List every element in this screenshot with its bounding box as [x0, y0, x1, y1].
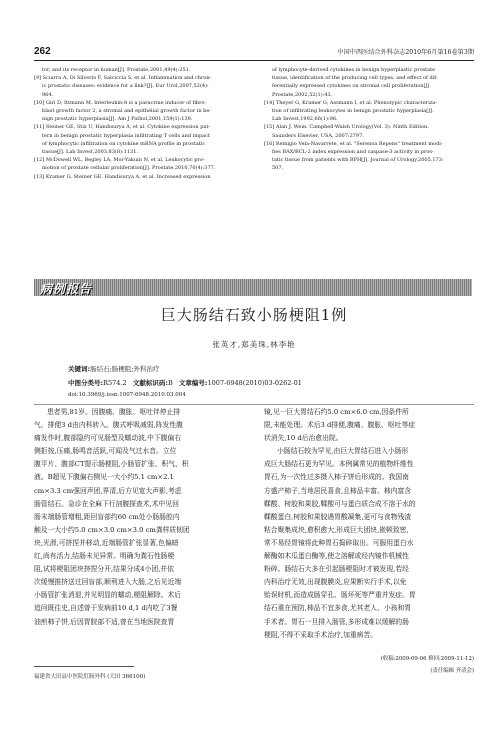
body-right-column — [264, 406, 475, 642]
reference-line: [11] Steiner GE, Stix U, Handisurya A, et al. Cytokine expression pat- — [34, 124, 211, 131]
reference-line: blast growth factor 2, a stromal and epithelial growth factor in be- — [42, 108, 211, 115]
body-line: 侧拒按,压痛,肠鸣音活跃,可闻及气过水音。立位 — [34, 447, 177, 456]
body-line: 内科治疗无效,出现腹膜炎,应果断实行手术,以免 — [264, 578, 407, 587]
reference-line: [15] Alan J. Wein. Campbell-Walsh Urology(Vol. 3). Ninth Edition. — [264, 124, 429, 131]
reference-line: Prostate,2002,52(1):43. — [272, 91, 333, 98]
body-line: 触及一大小约5.0 cm×3.0 cm×3.0 cm粪样质韧团 — [34, 525, 190, 534]
body-line: 油煎柿子饼,后因胃脘部不适,曾在当地医院查胃 — [34, 617, 175, 626]
article-no-value: 1007-6948(2010)03-0262-01 — [207, 379, 302, 387]
reference-line: tissue, identification of the producing cell types, and effect of dif- — [272, 75, 438, 82]
references-right-column — [264, 66, 474, 173]
body-line: 成巨大肠结石更为罕见。本例属常见的植物纤维性 — [264, 460, 414, 469]
body-line: 红,尚有活力,结肠未见异常。明确为粪石性肠梗 — [34, 552, 175, 561]
body-line: 肠管结石。急诊在全麻下行剖腹探查术,术中见回 — [34, 499, 179, 508]
reference-line: 964. — [42, 91, 54, 98]
body-line: 追问既往史,自述曾于发病前10 d,1 d内吃了3餐 — [34, 604, 178, 613]
article-no-label: 文章编号: — [178, 379, 208, 387]
reference-line: 507. — [272, 165, 284, 172]
responsible-editor: (责任编辑 齐清会) — [430, 668, 474, 674]
body-line: 粘合聚集成块,愈积愈大,形成巨大团块,嵌顿致密, — [264, 525, 409, 534]
reference-line: of lymphocytic infiltration on cytokine mRNA profile in prostatic — [42, 140, 206, 147]
reference-line: nign prostatic hyperplasia[J]. Am J Pathol,2001,159(1):139. — [42, 116, 193, 123]
reference-line: tatic tissue from patients with BPH[J]. Journal of Urology,2005,173: — [272, 157, 444, 164]
body-line: 小肠管扩张消退,并见明显的蠕动,梗阻解除。术后 — [34, 591, 182, 600]
body-line: 腹平片、腹部CT提示肠梗阻,小肠管扩张、积气、积 — [34, 460, 189, 469]
doi-line: doi:10.3969/j.issn.1007-6948.2010.03.004 — [68, 392, 186, 398]
reference-line: [9] Sciarra A, Di Silverio F, Salciccia S, et al. Inflammation and chron- — [34, 75, 212, 82]
reference-line: [10] Giri D, Ittmann M. Interleukin-8 is a paracrine inducer of fibro- — [34, 99, 207, 106]
body-line: 常不易经胃镜将此种胃石捣碎取出。可服用蛋白水 — [264, 538, 414, 547]
body-line: 胃石,为一次性过多摄入柿子饼后形成的。我国南 — [264, 473, 409, 482]
clc-value: R574.2 — [103, 379, 127, 387]
body-line: 解酶如木瓜蛋白酶等,使之溶解或经内镜作机械性 — [264, 552, 409, 561]
body-line: 患者男,81岁。因腹痛、腹胀、呕吐伴停止排 — [47, 408, 181, 416]
body-line: 鞣酸、树胶和果胶,鞣酸可与蛋白质合成不溶于水的 — [264, 499, 416, 508]
running-header — [34, 46, 474, 61]
received-revised-dates: (收稿:2009-09-06 修回:2009-11-12) — [380, 656, 474, 662]
reference-line: fies BAX/BCL-2 index expression and caspase-3 activity in pros- — [272, 149, 434, 156]
body-line: 梗阻,不得不采取手术治疗,加重病苦。 — [264, 630, 378, 639]
footnote-divider — [34, 666, 134, 667]
body-line: 阻,试将梗阻团块挤捏分开,结果分成4小团,并依 — [34, 565, 174, 574]
reference-line: [16] Remigio Vela-Navarrete, et al. "Serenoa Repens" treatment modi- — [264, 140, 443, 147]
body-line: 肠末端肠管增粗,距回盲部约60 cm处小肠肠腔内 — [34, 512, 180, 521]
reference-line: Saunders Elsevier, USA, 2007:2797. — [272, 132, 364, 139]
reference-line: [14] Theyer G, Kramer G, Assmann I, et al. Phenotypic characteriza- — [264, 99, 438, 106]
keywords-line — [68, 364, 160, 373]
body-line: 块,光滑,可挤捏并移动,近端肠管扩张显著,色偏暗 — [34, 538, 179, 547]
body-line: 液。B超见下腹偏右侧见一大小约5.1 cm×2.1 — [34, 473, 174, 482]
body-line: 限,未能处理。术后3 d排便,腹痛、腹胀、呕吐等症 — [264, 421, 416, 430]
author-affiliation-footnote: 福建省大田县中医院肛肠外科 (大田 366100) — [34, 674, 146, 680]
article-title: 巨大肠结石致小肠梗阻1例 — [160, 306, 348, 324]
body-line: 镜,见一巨大胃结石约5.0 cm×6.0 cm,因条件所 — [264, 408, 409, 416]
section-banner-label: 病例报告 — [40, 282, 93, 296]
reference-line: ferentially expressed cytokines on stromal cell proliferation[J]. — [272, 83, 431, 90]
body-line: 痛发作时,腹部隐约可见肠型及蠕动波,中下腹偏右 — [34, 434, 182, 443]
reference-line: tion of infiltrating leukocytes in benign prostatic hyperplasia[J]. — [272, 108, 434, 115]
body-line: cm×3.3 cm强回声团,界清,后方见宽大声影,考虑 — [34, 486, 182, 495]
reference-line: tor, and its receptor in human[J]. Prostate,2001,49(4):251. — [42, 67, 191, 73]
body-line: 气、排便3 d由内科转入。腹式呼吸减弱,阵发性腹 — [34, 421, 183, 430]
body-line: 方盛产柿子,当地居民喜食,且柿品丰富。柿内富含 — [264, 486, 412, 495]
reference-line: motion of prostate cellular proliferation[J]. Prostate,2010,70(4):377. — [42, 165, 216, 172]
journal-name: 中国中西医结合外科杂志2010年6月第16卷第3期 — [337, 49, 474, 56]
reference-line: [13] Kramer G, Steiner GE, Handisurya A, et al. Increased expression — [34, 173, 211, 180]
reference-line: tern in benign prostatic hyperplasia infiltrating T cells and impact — [42, 132, 210, 139]
body-line: 鞣酸蛋白,树胶和果胶遇胃酸凝集,更可与食物残渣 — [264, 512, 412, 521]
reference-line: [12] McDowell WL, Begley LA, Mor-Yakuin N, et al. Leukocytic pro- — [34, 157, 205, 164]
doc-code-value: B — [167, 379, 173, 387]
body-line: 次缓慢推挤送过回盲部,顺利进入大肠,之后见近端 — [34, 578, 182, 587]
header-divider — [34, 404, 474, 405]
body-left-column — [34, 406, 245, 629]
keywords-value: 肠结石;肠梗阻;外科治疗 — [90, 365, 160, 373]
reference-line: Lab Invest,1992,66(1):96. — [272, 116, 338, 123]
body-line: 小肠结石较为罕见,由巨大胃结石进入小肠形 — [277, 447, 409, 456]
reference-line: of lymphocyte-derived cytokines in benign hyperplastic prostate — [272, 67, 436, 73]
references-left-column — [34, 66, 244, 181]
body-line: 手术者。胃石一旦排入肠管,多形成难以缓解的肠 — [264, 617, 409, 626]
body-line: 贻误时机,而造成肠穿孔、肠坏死等严重并发症。胃 — [264, 591, 416, 600]
article-authors: 张英才,郑美珠,林李艳 — [212, 340, 296, 349]
clc-label: 中图分类号: — [68, 379, 104, 387]
reference-line: ic prostatic diseases: evidence for a link?[J]. Eur Urol,2007,52(4): — [42, 83, 209, 90]
body-line: 结石重在预防,柿品不宜多食,尤其老人、小孩和胃 — [264, 604, 412, 613]
classification-line — [68, 378, 302, 387]
doc-code-label: 文献标识码: — [132, 379, 168, 387]
reference-line: tissue[J]. Lab Invest,2003,83(8):1131. — [42, 149, 138, 156]
banner-hatch-bar — [34, 279, 472, 296]
body-line: 状消失,10 d后治愈出院。 — [264, 434, 343, 443]
keywords-label: 关键词: — [68, 365, 91, 373]
page-number: 262 — [34, 46, 51, 57]
body-line: 粉碎。肠结石大多在引起肠梗阻时才被发现,若经 — [264, 565, 409, 574]
section-banner — [34, 279, 472, 296]
